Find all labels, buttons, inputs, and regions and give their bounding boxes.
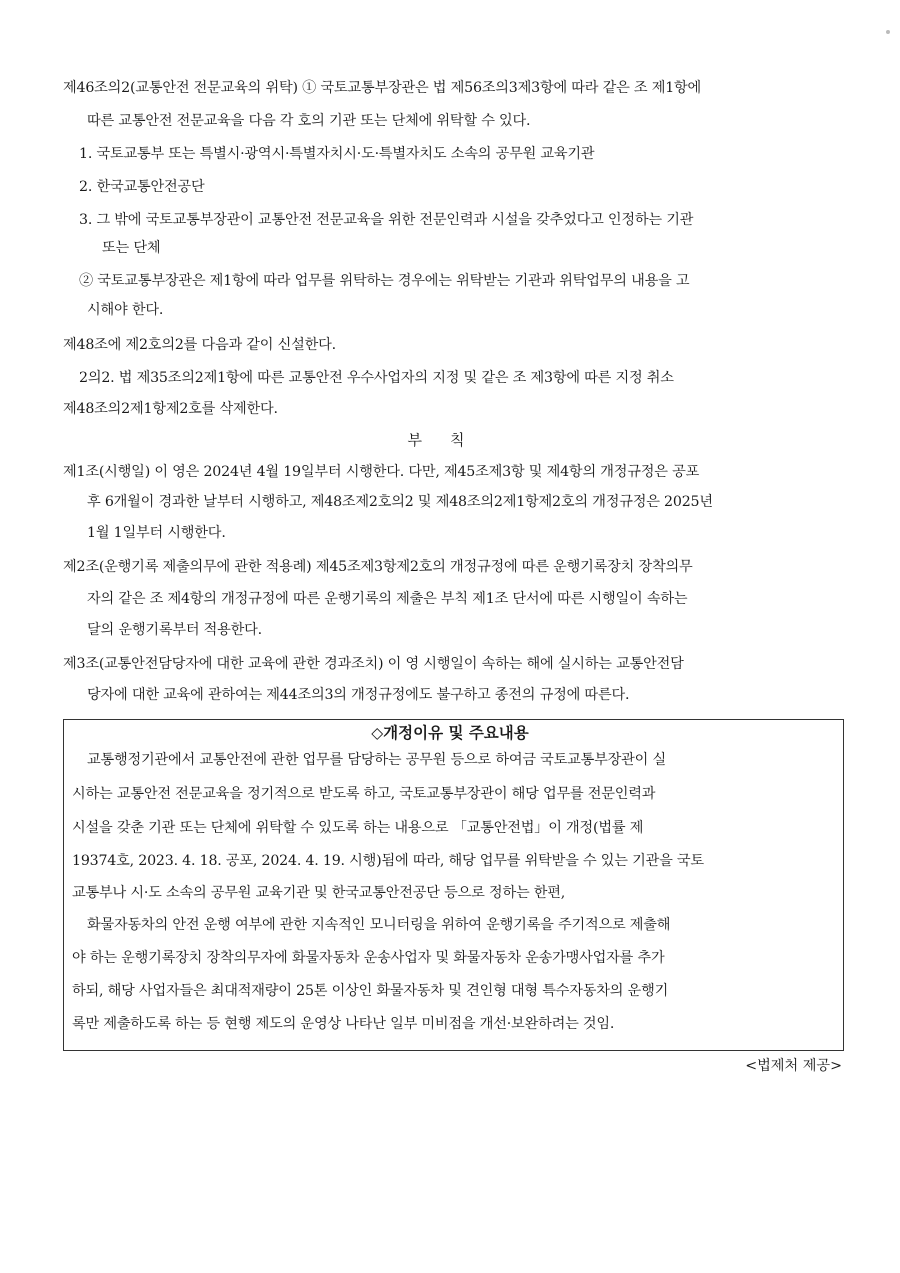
addenda-article-1-line-2: 후 6개월이 경과한 날부터 시행하고, 제48조제2호의2 및 제48조의2제1항제2호의 개정규정은 2025년 (87, 494, 713, 510)
addenda-article-2-line-2: 자의 같은 조 제4항의 개정규정에 따른 운행기록의 제출은 부칙 제1조 단서에 따른 시행일이 속하는 (87, 591, 688, 607)
article-46-2-item-2: 2. 한국교통안전공단 (79, 179, 205, 195)
addenda-title: 부칙 (407, 431, 493, 449)
reason-line: 시설을 갖춘 기관 또는 단체에 위탁할 수 있도록 하는 내용으로 「교통안전법」이 개정(법률 제 (72, 820, 644, 836)
reason-line: 19374호, 2023. 4. 18. 공포, 2024. 4. 19. 시행)됨에 따라, 해당 업무를 위탁받을 수 있는 기관을 국토 (72, 853, 704, 869)
reason-line: 교통부나 시·도 소속의 공무원 교육기관 및 한국교통안전공단 등으로 정하는 한편, (72, 885, 566, 901)
reason-line: 야 하는 운행기록장치 장착의무자에 화물자동차 운송사업자 및 화물자동차 운송가맹사업자를 추가 (72, 950, 665, 966)
article-48-line-2: 2의2. 법 제35조의2제1항에 따른 교통안전 우수사업자의 지정 및 같은 조 제3항에 따른 지정 취소 (79, 370, 674, 386)
article-46-2-line-1: 제46조의2(교통안전 전문교육의 위탁) ① 국토교통부장관은 법 제56조의3제3항에 따라 같은 조 제1항에 (63, 80, 702, 96)
amendment-reason-title: ◇개정이유 및 주요내용 (371, 724, 529, 742)
source-attribution: <법제처 제공> (745, 1058, 842, 1074)
reason-line: 교통행정기관에서 교통안전에 관한 업무를 담당하는 공무원 등으로 하여금 국토교통부장관이 실 (87, 752, 666, 768)
article-46-2-item-1: 1. 국토교통부 또는 특별시·광역시·특별자치시·도·특별자치도 소속의 공무원 교육기관 (79, 146, 595, 162)
article-48-line-1: 제48조에 제2호의2를 다음과 같이 신설한다. (63, 337, 336, 353)
article-46-2-item-3-line-2: 또는 단체 (102, 240, 161, 256)
addenda-article-1-line-3: 1월 1일부터 시행한다. (87, 525, 226, 541)
article-48-line-3: 제48조의2제1항제2호를 삭제한다. (63, 401, 278, 417)
addenda-article-3-line-1: 제3조(교통안전담당자에 대한 교육에 관한 경과조치) 이 영 시행일이 속하는 해에 실시하는 교통안전담 (63, 656, 684, 672)
addenda-article-1-line-1: 제1조(시행일) 이 영은 2024년 4월 19일부터 시행한다. 다만, 제45조제3항 및 제4항의 개정규정은 공포 (63, 464, 700, 480)
article-46-2-para-2-line-2: 시해야 한다. (87, 302, 164, 318)
addenda-article-2-line-1: 제2조(운행기록 제출의무에 관한 적용례) 제45조제3항제2호의 개정규정에 따른 운행기록장치 장착의무 (63, 559, 693, 575)
article-46-2-para-2-line-1: ② 국토교통부장관은 제1항에 따라 업무를 위탁하는 경우에는 위탁받는 기관과 위탁업무의 내용을 고 (79, 273, 690, 289)
scan-dot (886, 30, 890, 34)
article-46-2-item-3-line-1: 3. 그 밖에 국토교통부장관이 교통안전 전문교육을 위한 전문인력과 시설을 갖추었다고 인정하는 기관 (79, 212, 694, 228)
reason-line: 하되, 해당 사업자들은 최대적재량이 25톤 이상인 화물자동차 및 견인형 대형 특수자동차의 운행기 (72, 983, 669, 999)
addenda-article-3-line-2: 당자에 대한 교육에 관하여는 제44조의3의 개정규정에도 불구하고 종전의 규정에 따른다. (87, 687, 630, 703)
reason-line: 록만 제출하도록 하는 등 현행 제도의 운영상 나타난 일부 미비점을 개선·보완하려는 것임. (72, 1016, 615, 1032)
reason-line: 시하는 교통안전 전문교육을 정기적으로 받도록 하고, 국토교통부장관이 해당 업무를 전문인력과 (72, 786, 656, 802)
reason-line: 화물자동차의 안전 운행 여부에 관한 지속적인 모니터링을 위하여 운행기록을 주기적으로 제출해 (87, 917, 671, 933)
addenda-article-2-line-3: 달의 운행기록부터 적용한다. (87, 622, 262, 638)
article-46-2-line-2: 따른 교통안전 전문교육을 다음 각 호의 기관 또는 단체에 위탁할 수 있다. (87, 113, 531, 129)
